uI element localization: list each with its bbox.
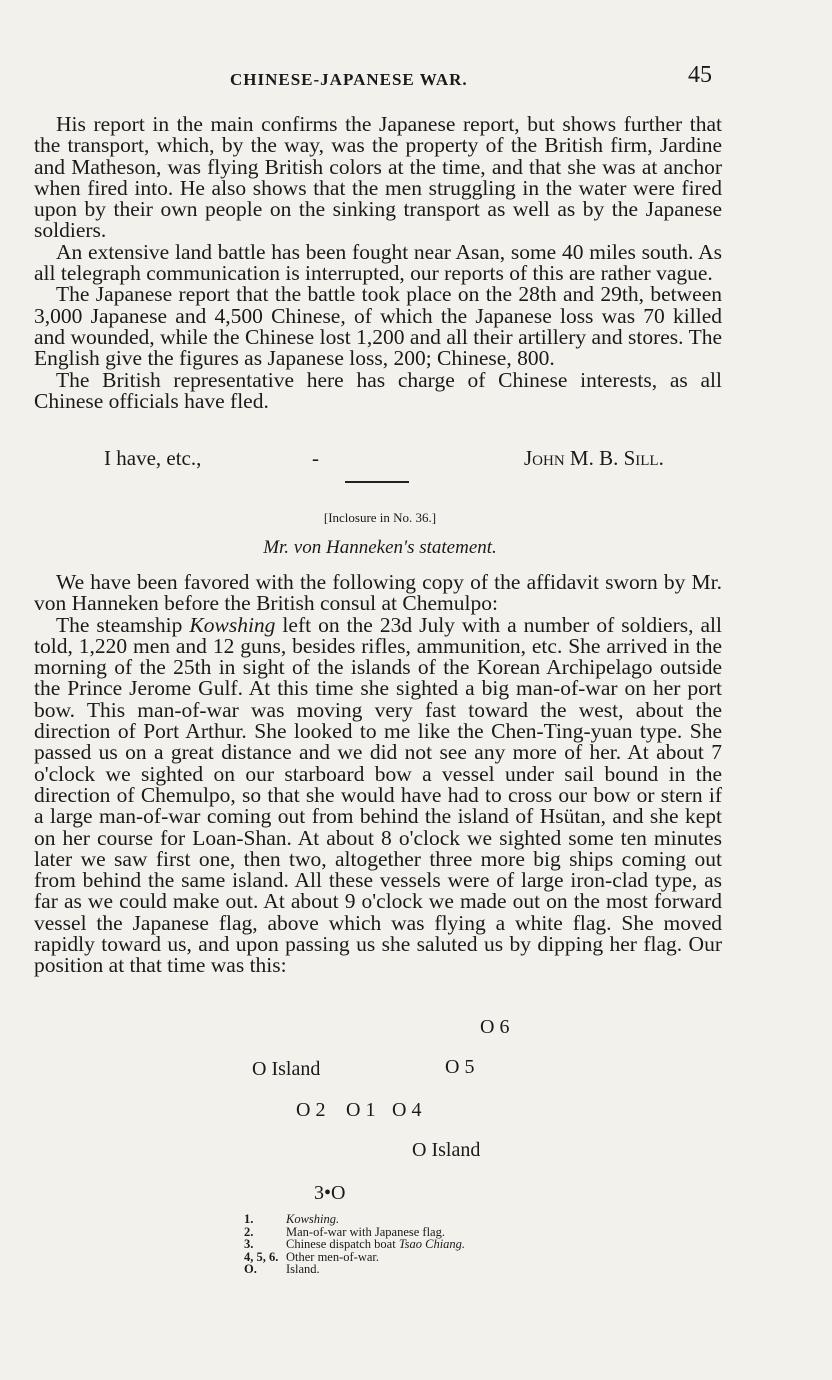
legend-key: 3. [244,1237,254,1251]
statement-title-rest: statement. [419,537,497,558]
statement-paragraph: The steamship Kowshing left on the 23d July with a number of soldiers, all told, 1,220 men and 12 guns, besides rifles, ammunition, etc. She arrived in the morning of the 25th in sight of the islands of the Korean Archipelago outside the Prince Jerome Gulf. At this time she sighted a big man-of-war on her port bow. This man-of-war was moving very fast toward the west, about the direction of Port Arthur. She looked to me like the Chen-Ting-yuan type. She passed us on a great distance and we did not see any more of her. At about 7 o'clock we sighted on our starboard bow a vessel under sail bound in the direction of Chemulpo, so that she would have had to cross our bow or stern if a large man-of-war coming out from behind the island of Hsütan, and she kept on her course for Loan-Shan. At about 8 o'clock we sighted some ten minutes later we saw first one, then two, altogether three more big ships coming out from behind the same island. All these vessels were of large iron-clad type, as far as we could make out. At about 9 o'clock we made out on the most forward vessel the Japanese flag, above which was flying a white flag. She moved rapidly toward us, and upon passing us she saluted us by dipping her flag. Our position at that time was this: [34,612,722,978]
legend-text: Man-of-war with Japanese flag. [286,1224,445,1239]
diagram-ship-3: 3•O [314,1182,346,1204]
page-number: 45 [688,62,712,88]
legend-row [244,1213,465,1226]
letter-paragraph: The Japanese report that the battle took place on the 28th and 29th, between 3,000 Japanese and 4,500 Chinese, of which the Japanese loss was 70 killed and wounded, while the Chinese lost 1,200 and all their artillery and stores. The English give the figures as Japanese loss, 200; Chinese, 800. [34,282,722,371]
legend-key: O. [244,1262,257,1276]
diagram-island-right: O Island [412,1139,481,1161]
italic-term: Kowshing. [286,1212,340,1226]
legend-text: Chinese dispatch boat Tsao Chiang. [286,1237,466,1251]
legend-row [244,1238,465,1251]
legend-key: 1. [244,1212,254,1226]
italic-term: Kowshing [189,612,276,637]
legend-row [244,1263,465,1276]
diagram-island-left: O Island [252,1058,321,1080]
legend-text [286,1213,339,1226]
letter-paragraph: An extensive land battle has been fought near Asan, some 40 miles south. As all telegraph communication is interrupted, our reports of this are rather vague. [34,239,722,286]
letter-paragraph: His report in the main confirms the Japanese report, but shows further that the transport, which, by the way, was the property of the British firm, Jardine and Matheson, was flying British colors at the time, and that she was at anchor when fired into. He also shows that the men struggling in the water were fired upon by their own people on the sinking transport as well as by the Japanese soldiers. [34,112,722,243]
diagram-legend [244,1213,465,1276]
legend-key: 4, 5, 6. [244,1249,279,1264]
statement-title-name: Mr. von Hanneken's [263,537,415,558]
diagram-ship-6: O 6 [480,1016,510,1038]
letter-paragraph: The British representative here has charge of Chinese interests, as all Chinese officials have fled. [34,367,722,413]
diagram-ship-2: O 2 [296,1099,326,1121]
legend-text: Island. [286,1262,320,1276]
diagram-ship-1: O 1 [346,1099,376,1121]
letter-greeting: I have, etc., [104,446,202,470]
legend-row [244,1251,465,1264]
italic-term: Tsao Chiang. [398,1237,466,1251]
stray-dash: - [312,446,319,470]
letter-signature: John M. B. Sill. [524,446,664,470]
diagram-ship-5: O 5 [445,1056,475,1078]
legend-text: Other men-of-war. [286,1249,380,1264]
statement-paragraph: We have been favored with the following copy of the affidavit sworn by Mr. von Hanneken before the British consul at Chemulpo: [34,570,722,616]
running-head: CHINESE-JAPANESE WAR. [230,70,468,89]
legend-key: 2. [244,1224,254,1239]
diagram-ship-4: O 4 [392,1099,422,1121]
inclosure-note: [Inclosure in No. 36.] [323,510,437,525]
